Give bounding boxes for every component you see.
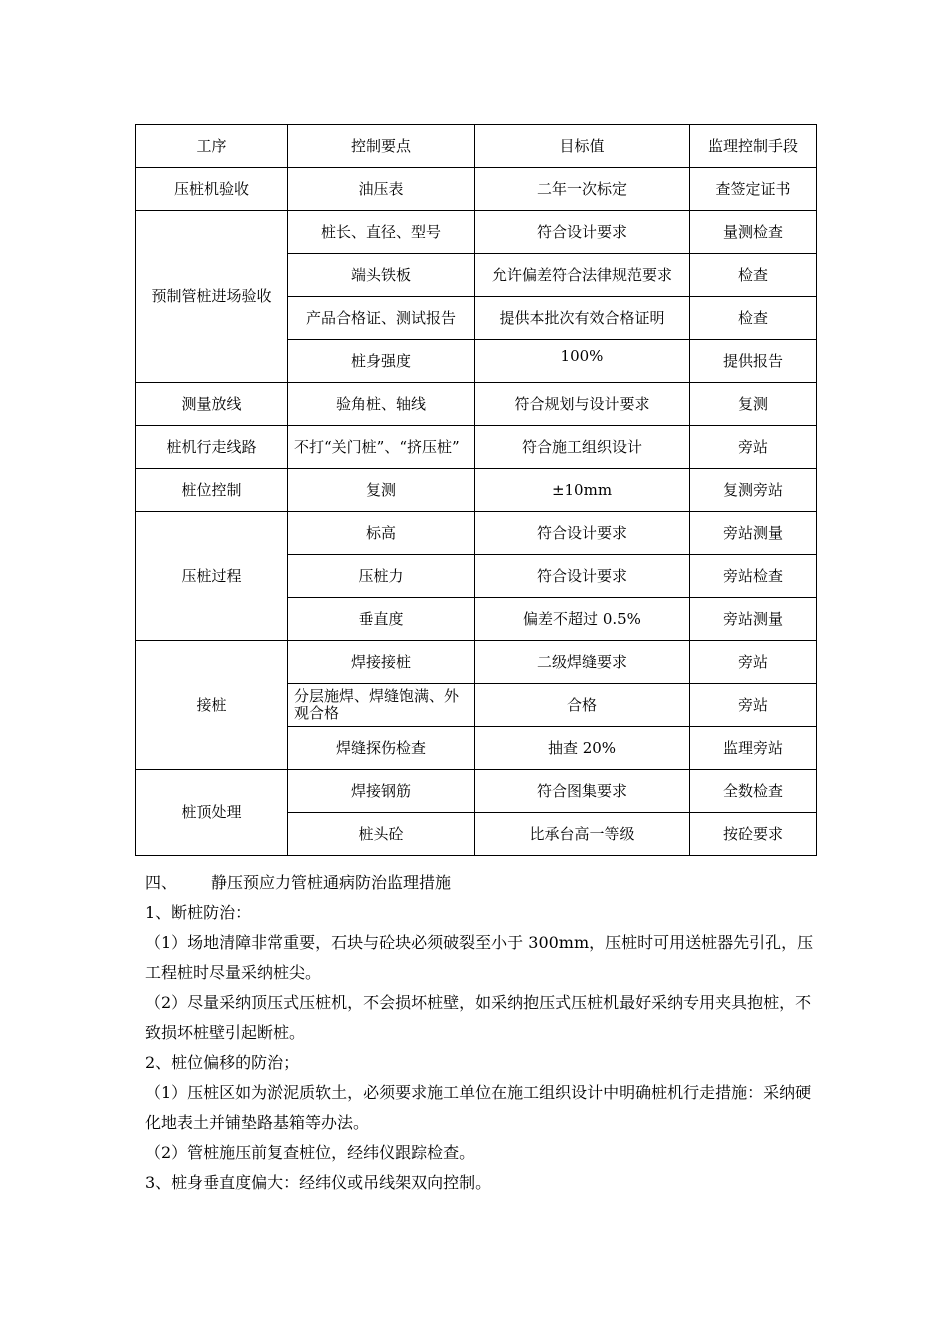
supervision-means-cell: 全数检查 xyxy=(690,770,817,813)
process-cell: 接桩 xyxy=(136,641,288,770)
supervision-means-cell: 检查 xyxy=(690,254,817,297)
table-row xyxy=(136,770,817,813)
supervision-means-cell: 旁站 xyxy=(690,641,817,684)
target-value-cell: 符合设计要求 xyxy=(475,512,690,555)
control-point-cell: 压桩力 xyxy=(288,555,475,598)
target-value-cell: 100% xyxy=(475,340,690,383)
table-row xyxy=(136,641,817,684)
paragraph: （2）管桩施压前复查桩位，经纬仪跟踪检查。 xyxy=(145,1143,476,1162)
supervision-means-cell: 旁站测量 xyxy=(690,598,817,641)
control-points-table xyxy=(135,124,817,856)
paragraph: 2、桩位偏移的防治； xyxy=(145,1053,300,1072)
control-point-cell: 油压表 xyxy=(288,168,475,211)
header-cell: 目标值 xyxy=(475,125,690,168)
process-cell: 压桩过程 xyxy=(136,512,288,641)
supervision-means-cell: 复测 xyxy=(690,383,817,426)
target-value-cell: 比承台高一等级 xyxy=(475,813,690,856)
section-title: 静压预应力管桩通病防治监理措施 xyxy=(211,873,452,892)
target-value-cell: 提供本批次有效合格证明 xyxy=(475,297,690,340)
target-value-cell: 符合图集要求 xyxy=(475,770,690,813)
paragraph: 3、桩身垂直度偏大：经纬仪或吊线架双向控制。 xyxy=(145,1173,492,1192)
process-cell: 预制管桩进场验收 xyxy=(136,211,288,383)
control-point-cell: 焊接接桩 xyxy=(288,641,475,684)
control-point-cell: 产品合格证、测试报告 xyxy=(288,297,475,340)
target-value-cell: 符合施工组织设计 xyxy=(475,426,690,469)
control-point-cell: 桩头砼 xyxy=(288,813,475,856)
table-row xyxy=(136,512,817,555)
table-row xyxy=(136,426,817,469)
control-point-cell: 验角桩、轴线 xyxy=(288,383,475,426)
table-row xyxy=(136,168,817,211)
paragraph: （2）尽量采纳顶压式压桩机，不会损坏桩壁，如采纳抱压式压桩机最好采纳专用夹具抱桩，不致损坏桩壁引起断桩。 xyxy=(145,993,812,1042)
section-number: 四、 xyxy=(145,873,178,892)
target-value-cell: ±10mm xyxy=(475,469,690,512)
supervision-means-cell: 检查 xyxy=(690,297,817,340)
target-value-cell: 二级焊缝要求 xyxy=(475,641,690,684)
body-text xyxy=(145,868,817,1198)
control-point-cell: 焊接钢筋 xyxy=(288,770,475,813)
table-row xyxy=(136,383,817,426)
table-row xyxy=(136,211,817,254)
control-point-cell: 桩长、直径、型号 xyxy=(288,211,475,254)
section-heading xyxy=(145,868,817,898)
process-cell: 桩顶处理 xyxy=(136,770,288,856)
control-point-cell: 分层施焊、焊缝饱满、外观合格 xyxy=(288,684,475,727)
target-value-cell: 符合规划与设计要求 xyxy=(475,383,690,426)
control-point-cell: 垂直度 xyxy=(288,598,475,641)
header-cell: 控制要点 xyxy=(288,125,475,168)
supervision-means-cell: 监理旁站 xyxy=(690,727,817,770)
control-point-cell: 桩身强度 xyxy=(288,340,475,383)
supervision-means-cell: 查签定证书 xyxy=(690,168,817,211)
control-point-cell: 复测 xyxy=(288,469,475,512)
target-value-cell: 符合设计要求 xyxy=(475,211,690,254)
target-value-cell: 偏差不超过 0.5% xyxy=(475,598,690,641)
supervision-means-cell: 旁站 xyxy=(690,426,817,469)
control-point-cell: 不打“关门桩”、“挤压桩” xyxy=(288,426,475,469)
process-cell: 测量放线 xyxy=(136,383,288,426)
paragraph: （1）场地清障非常重要，石块与砼块必须破裂至小于 300mm，压桩时可用送桩器先引孔，压工程桩时尽量采纳桩尖。 xyxy=(145,933,814,982)
supervision-means-cell: 按砼要求 xyxy=(690,813,817,856)
supervision-means-cell: 旁站测量 xyxy=(690,512,817,555)
supervision-means-cell: 旁站检查 xyxy=(690,555,817,598)
control-point-cell: 标高 xyxy=(288,512,475,555)
paragraph: （1）压桩区如为淤泥质软土，必须要求施工单位在施工组织设计中明确桩机行走措施：采纳硬化地表土并铺垫路基箱等办法。 xyxy=(145,1083,812,1132)
supervision-means-cell: 提供报告 xyxy=(690,340,817,383)
supervision-means-cell: 量测检查 xyxy=(690,211,817,254)
control-point-cell: 端头铁板 xyxy=(288,254,475,297)
header-cell: 工序 xyxy=(136,125,288,168)
supervision-means-cell: 旁站 xyxy=(690,684,817,727)
target-value-cell: 允许偏差符合法律规范要求 xyxy=(475,254,690,297)
process-cell: 压桩机验收 xyxy=(136,168,288,211)
target-value-cell: 符合设计要求 xyxy=(475,555,690,598)
paragraph: 1、断桩防治： xyxy=(145,903,252,922)
control-point-cell: 焊缝探伤检查 xyxy=(288,727,475,770)
table-header-row xyxy=(136,125,817,168)
target-value-cell: 合格 xyxy=(475,684,690,727)
header-cell: 监理控制手段 xyxy=(690,125,817,168)
supervision-means-cell: 复测旁站 xyxy=(690,469,817,512)
target-value-cell: 二年一次标定 xyxy=(475,168,690,211)
process-cell: 桩机行走线路 xyxy=(136,426,288,469)
process-cell: 桩位控制 xyxy=(136,469,288,512)
table-row xyxy=(136,469,817,512)
target-value-cell: 抽查 20% xyxy=(475,727,690,770)
